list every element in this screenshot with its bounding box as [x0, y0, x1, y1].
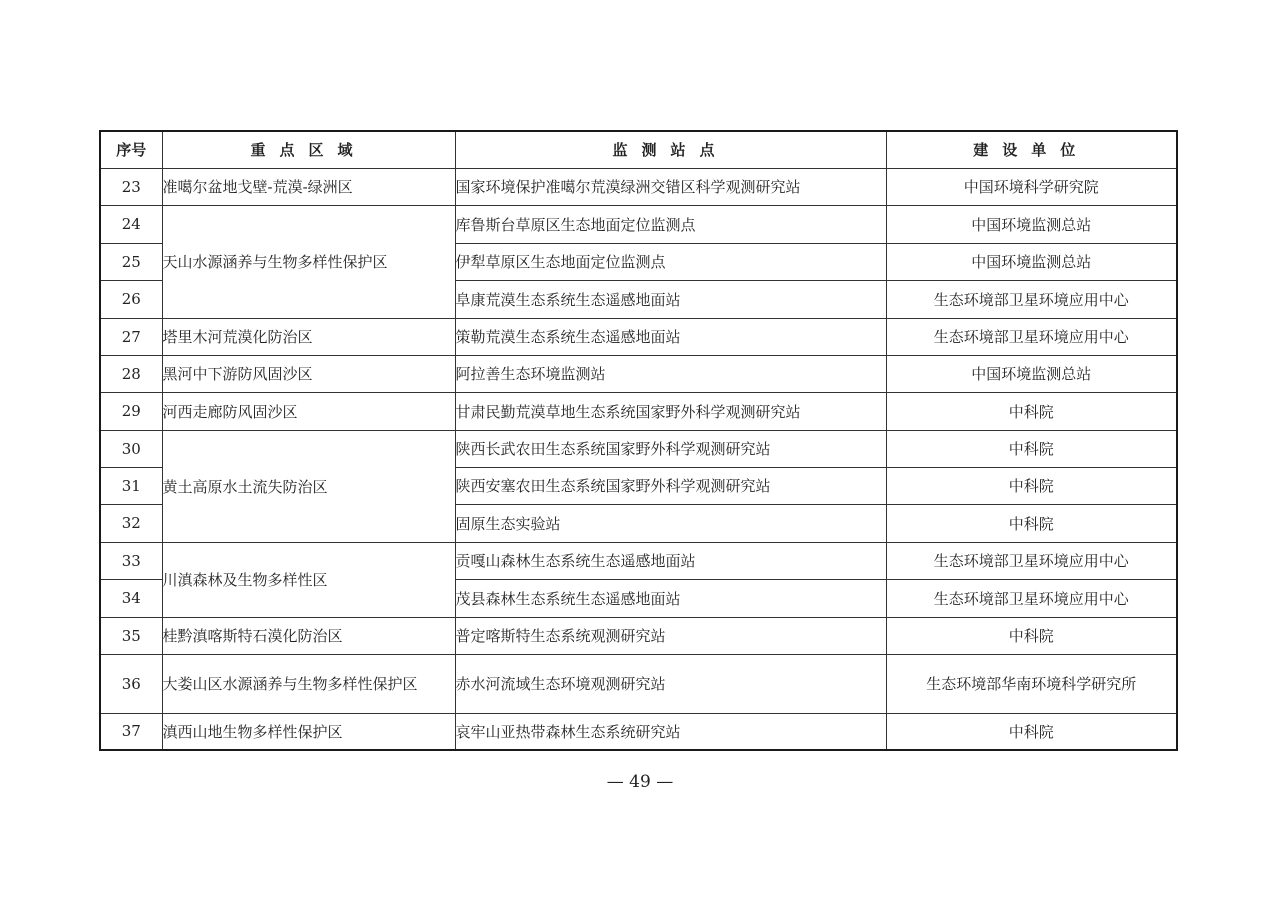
monitoring-station-table	[99, 130, 1178, 751]
row-number: 35	[100, 617, 162, 654]
unit-cell: 中国环境监测总站	[886, 205, 1177, 243]
header-region: 重点区域	[162, 131, 455, 168]
station-cell: 陕西长武农田生态系统国家野外科学观测研究站	[455, 430, 886, 467]
station-cell: 甘肃民勤荒漠草地生态系统国家野外科学观测研究站	[455, 392, 886, 430]
unit-cell: 生态环境部卫星环境应用中心	[886, 579, 1177, 617]
station-cell: 固原生态实验站	[455, 504, 886, 542]
unit-cell: 中国环境科学研究院	[886, 168, 1177, 205]
row-number: 30	[100, 430, 162, 467]
row-number: 24	[100, 205, 162, 243]
unit-cell: 中科院	[886, 713, 1177, 750]
station-cell: 赤水河流域生态环境观测研究站	[455, 654, 886, 713]
unit-cell: 生态环境部华南环境科学研究所	[886, 654, 1177, 713]
unit-cell: 生态环境部卫星环境应用中心	[886, 280, 1177, 318]
table-row	[100, 713, 1177, 750]
table-row	[100, 654, 1177, 713]
table-row	[100, 168, 1177, 205]
station-cell: 伊犁草原区生态地面定位监测点	[455, 243, 886, 280]
table-row	[100, 355, 1177, 392]
unit-cell: 生态环境部卫星环境应用中心	[886, 542, 1177, 579]
row-number: 27	[100, 318, 162, 355]
table-row	[100, 318, 1177, 355]
unit-cell: 生态环境部卫星环境应用中心	[886, 318, 1177, 355]
region-cell: 滇西山地生物多样性保护区	[162, 713, 455, 750]
row-number: 31	[100, 467, 162, 504]
region-cell: 河西走廊防风固沙区	[162, 392, 455, 430]
header-row	[100, 131, 1177, 168]
unit-cell: 中科院	[886, 430, 1177, 467]
station-cell: 陕西安塞农田生态系统国家野外科学观测研究站	[455, 467, 886, 504]
unit-cell: 中国环境监测总站	[886, 243, 1177, 280]
station-cell: 库鲁斯台草原区生态地面定位监测点	[455, 205, 886, 243]
header-seq: 序号	[100, 131, 162, 168]
row-number: 34	[100, 579, 162, 617]
row-number: 29	[100, 392, 162, 430]
table-row	[100, 542, 1177, 579]
region-cell: 大娄山区水源涵养与生物多样性保护区	[162, 654, 455, 713]
region-cell: 桂黔滇喀斯特石漠化防治区	[162, 617, 455, 654]
table-row	[100, 392, 1177, 430]
region-cell: 准噶尔盆地戈壁-荒漠-绿洲区	[162, 168, 455, 205]
station-cell: 阿拉善生态环境监测站	[455, 355, 886, 392]
station-cell: 策勒荒漠生态系统生态遥感地面站	[455, 318, 886, 355]
row-number: 25	[100, 243, 162, 280]
unit-cell: 中科院	[886, 504, 1177, 542]
row-number: 23	[100, 168, 162, 205]
row-number: 33	[100, 542, 162, 579]
unit-cell: 中国环境监测总站	[886, 355, 1177, 392]
station-cell: 普定喀斯特生态系统观测研究站	[455, 617, 886, 654]
station-cell: 茂县森林生态系统生态遥感地面站	[455, 579, 886, 617]
station-cell: 贡嘎山森林生态系统生态遥感地面站	[455, 542, 886, 579]
table-row	[100, 430, 1177, 467]
region-cell: 塔里木河荒漠化防治区	[162, 318, 455, 355]
station-cell: 阜康荒漠生态系统生态遥感地面站	[455, 280, 886, 318]
row-number: 37	[100, 713, 162, 750]
station-cell: 哀牢山亚热带森林生态系统研究站	[455, 713, 886, 750]
row-number: 26	[100, 280, 162, 318]
table-row	[100, 617, 1177, 654]
row-number: 32	[100, 504, 162, 542]
unit-cell: 中科院	[886, 467, 1177, 504]
region-cell: 天山水源涵养与生物多样性保护区	[162, 205, 455, 318]
region-cell: 川滇森林及生物多样性区	[162, 542, 455, 617]
region-cell: 黄土高原水土流失防治区	[162, 430, 455, 542]
region-cell: 黑河中下游防风固沙区	[162, 355, 455, 392]
unit-cell: 中科院	[886, 617, 1177, 654]
header-unit: 建设单位	[886, 131, 1177, 168]
table-row	[100, 205, 1177, 243]
row-number: 28	[100, 355, 162, 392]
page-number: — 49 —	[606, 772, 674, 792]
unit-cell: 中科院	[886, 392, 1177, 430]
row-number: 36	[100, 654, 162, 713]
station-cell: 国家环境保护准噶尔荒漠绿洲交错区科学观测研究站	[455, 168, 886, 205]
header-station: 监测站点	[455, 131, 886, 168]
